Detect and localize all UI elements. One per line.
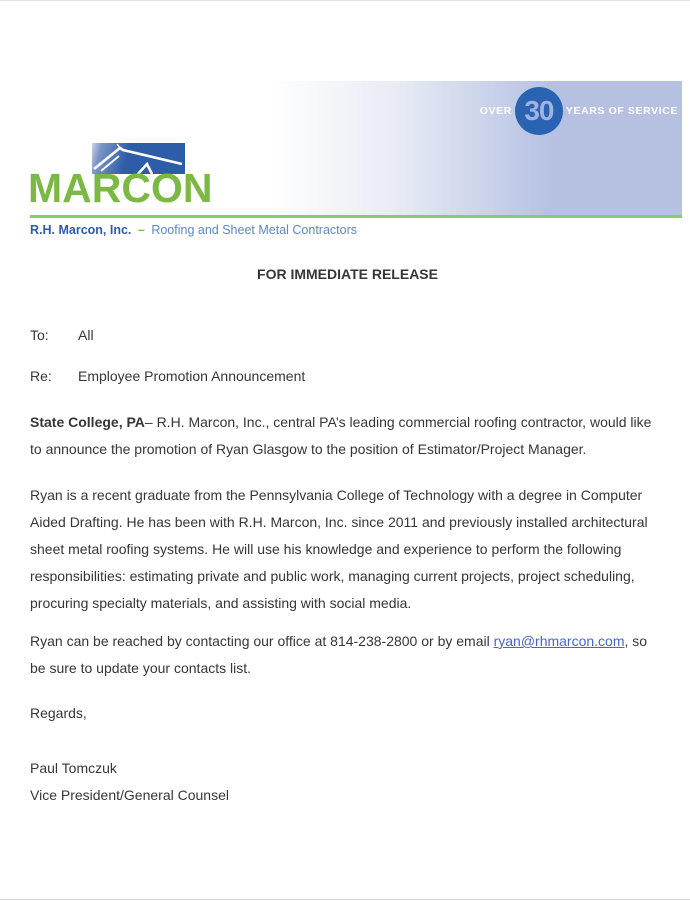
badge-over-label: OVER (479, 105, 512, 117)
re-value: Employee Promotion Announcement (78, 368, 306, 384)
badge-years-label: YEARS OF SERVICE (565, 105, 678, 117)
letter-body (0, 245, 690, 809)
re-label: Re: (30, 368, 52, 384)
re-row (30, 363, 665, 390)
paragraph-background: Ryan is a recent graduate from the Pennsylvania College of Technology with a degree in Computer Aided Drafting. He has been with R.H. Marcon, Inc. since 2011 and previously installed architectural sheet metal roofing systems. He will use his knowledge and experience to perform the following responsibilities: estimating private and public work, managing current projects, project scheduling, procuring specialty materials, and assisting with social media. (30, 487, 648, 611)
closing-line: Regards, (30, 705, 87, 721)
contact-text-after: , so be sure to update your contacts list. (30, 633, 648, 676)
to-row (30, 322, 665, 349)
to-value: All (78, 327, 94, 343)
badge-30-circle-icon (515, 87, 563, 135)
brand-wordmark: MARCON (28, 165, 213, 211)
tagline-separator: – (137, 223, 145, 237)
signature-name: Paul Tomczuk (30, 760, 117, 776)
years-of-service-badge (480, 87, 678, 135)
tagline-description: Roofing and Sheet Metal Contractors (151, 223, 357, 237)
paragraph-announcement (30, 409, 665, 463)
badge-number: 30 (524, 95, 554, 126)
dateline: State College, PA (30, 414, 145, 430)
tagline (30, 223, 357, 237)
green-divider (30, 215, 682, 218)
signature-title: Vice President/General Counsel (30, 787, 229, 803)
signature-block (30, 755, 665, 809)
to-label: To: (30, 327, 49, 343)
letterhead (0, 1, 690, 245)
tagline-company: R.H. Marcon, Inc. (30, 223, 132, 237)
email-link[interactable]: ryan@rhmarcon.com (493, 633, 625, 649)
paragraph-contact (30, 628, 665, 682)
release-heading: FOR IMMEDIATE RELEASE (257, 266, 438, 282)
paragraph-announcement-text: – R.H. Marcon, Inc., central PA’s leading commercial roofing contractor, would like to announce the promotion of Ryan Glasgow to the position of Estimator/Project Manager. (30, 414, 652, 457)
contact-text-before: Ryan can be reached by contacting our office at 814-238-2800 or by email (30, 633, 494, 649)
